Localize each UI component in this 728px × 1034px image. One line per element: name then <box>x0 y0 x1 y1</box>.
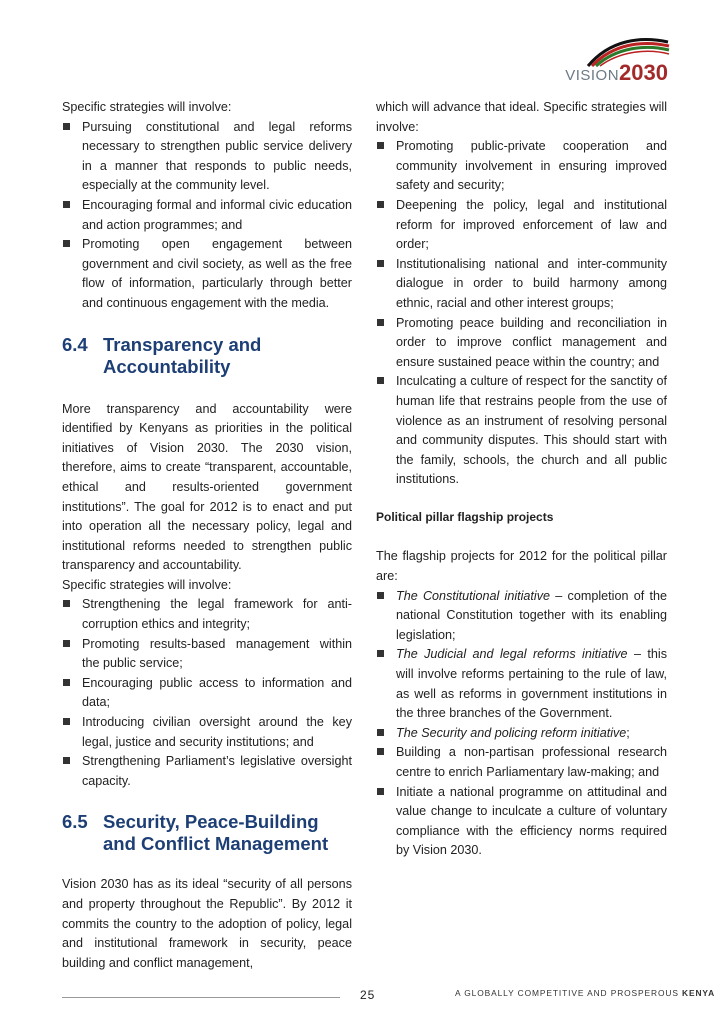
bullet-icon <box>63 123 70 130</box>
security-paragraph: Vision 2030 has as its ideal “security of all persons and property throughout the Republic”. By 2012 it commits the country to the adoption of policy, legal and institutional framework in security, peace building and conflict management, <box>62 877 352 970</box>
right-column <box>376 98 667 861</box>
flagship-title: The Constitutional initiative <box>396 588 551 603</box>
flagship-text: Initiate a national programme on attitudinal and value change to inculcate a culture of voluntary compliance with the efficiency norms required by Vision 2030. <box>396 784 667 858</box>
flagship-text: Building a non-partisan professional research centre to enrich Parliamentary law-making; and <box>396 745 667 779</box>
list-item <box>62 118 352 196</box>
list-item <box>376 743 667 782</box>
page-number: 25 <box>360 988 376 1002</box>
section-title: Security, Peace-Building and Conflict Management <box>103 811 329 855</box>
list-item-text: Promoting peace building and reconciliation in order to improve conflict management and ensure sustained peace within the country; and <box>396 315 667 369</box>
list-item <box>62 196 352 235</box>
footer-tagline <box>455 988 715 998</box>
logo-word-year: 2030 <box>619 60 668 85</box>
list-item <box>376 783 667 861</box>
flagship-list <box>376 587 667 861</box>
list-item-text: Encouraging formal and informal civic education and action programmes; and <box>82 197 352 232</box>
vision-2030-logo <box>548 38 670 88</box>
bullet-icon <box>63 718 70 725</box>
list-item-text: Institutionalising national and inter-community dialogue in order to build harmony among ethnic, racial and other interest groups; <box>396 256 667 310</box>
list-item-text: Strengthening the legal framework for anti-corruption ethics and integrity; <box>82 597 352 632</box>
bullet-icon <box>377 142 384 149</box>
bullet-icon <box>63 201 70 208</box>
section-heading-6-5 <box>62 811 352 855</box>
list-item <box>376 137 667 196</box>
list-item <box>62 752 352 791</box>
bullet-icon <box>63 600 70 607</box>
list-item <box>62 635 352 674</box>
bullet-icon <box>377 729 384 736</box>
list-item <box>376 372 667 490</box>
list-item <box>376 724 667 744</box>
bullet-icon <box>377 260 384 267</box>
security-strategies-list <box>376 137 667 490</box>
list-item-text: Promoting open engagement between government and civil society, as well as the free flow of information, particularly through better and continuous engagement with the media. <box>82 237 352 310</box>
strategies-list-2 <box>62 595 352 791</box>
tagline-text: A GLOBALLY COMPETITIVE AND PROSPEROUS <box>455 988 679 998</box>
bullet-icon <box>63 679 70 686</box>
list-item-text: Inculcating a culture of respect for the sanctity of human life that restrains people from the use of violence as an instrument of resolving personal and community disputes. This should start with the family, schools, the church and all public institutions. <box>396 374 667 487</box>
flagship-text: – completion of the national Constitution together with its enabling legislation; <box>396 588 667 642</box>
strategies-list-1 <box>62 118 352 314</box>
flagship-text: ; <box>626 725 630 740</box>
transparency-paragraph: More transparency and accountability were identified by Kenyans as priorities in the political initiatives of Vision 2030. The 2030 vision, therefore, aims to create “transparent, accountable, ethical and results-oriented government institutions”. The goal for 2012 is to enact and put into operation all the necessary policy, legal and institutional reforms needed to strengthen public transparency and accountability. <box>62 401 352 573</box>
list-item-text: Promoting public-private cooperation and community involvement in ensuring improved safety and security; <box>396 139 667 193</box>
logo-wordmark <box>565 60 668 86</box>
bullet-icon <box>377 592 384 599</box>
list-item-text: Encouraging public access to information and data; <box>82 675 352 710</box>
flagship-subheading: Political pillar flagship projects <box>376 509 554 524</box>
list-item-text: Strengthening Parliament’s legislative oversight capacity. <box>82 754 352 788</box>
bullet-icon <box>377 201 384 208</box>
flagship-title: The Judicial and legal reforms initiative <box>396 647 628 662</box>
list-item-text: Promoting results-based management within the public service; <box>82 636 352 671</box>
bullet-icon <box>377 377 384 384</box>
list-item-text: Deepening the policy, legal and institutional reform for improved enforcement of law and order; <box>396 197 667 252</box>
bullet-icon <box>377 748 384 755</box>
list-item-text: Introducing civilian oversight around the key legal, justice and security institutions; and <box>82 715 352 749</box>
strategies-intro: Specific strategies will involve: <box>62 100 232 114</box>
continuation-paragraph: which will advance that ideal. Specific strategies will involve: <box>376 100 667 134</box>
list-item <box>62 674 352 713</box>
list-item-text: Pursuing constitutional and legal reforms necessary to strengthen public service delivery in a manner that responds to public needs, especially at the community level. <box>82 119 352 193</box>
list-item <box>62 595 352 634</box>
section-number: 6.5 <box>62 811 88 833</box>
list-item <box>62 713 352 752</box>
list-item <box>376 255 667 314</box>
list-item <box>376 196 667 255</box>
list-item <box>376 314 667 373</box>
bullet-icon <box>377 319 384 326</box>
bullet-icon <box>377 788 384 795</box>
flagship-text: – this will involve reforms pertaining to the rule of law, as well as reforms in government institutions in the three branches of the Government. <box>396 647 667 721</box>
bullet-icon <box>377 650 384 657</box>
list-item <box>376 587 667 646</box>
strategies-intro-2: Specific strategies will involve: <box>62 577 232 592</box>
flagship-intro: The flagship projects for 2012 for the political pillar are: <box>376 549 667 584</box>
flagship-title: The Security and policing reform initiative <box>396 725 627 740</box>
left-column <box>62 98 352 973</box>
section-heading-6-4 <box>62 334 352 378</box>
list-item <box>62 235 352 313</box>
section-title: Transparency and Accountability <box>103 333 262 377</box>
bullet-icon <box>63 640 70 647</box>
footer-rule <box>62 997 340 998</box>
tagline-bold: KENYA <box>682 988 716 998</box>
section-number: 6.4 <box>62 333 88 355</box>
bullet-icon <box>63 757 70 764</box>
list-item <box>376 645 667 723</box>
bullet-icon <box>63 240 70 247</box>
logo-word-vision: VISION <box>565 67 620 84</box>
